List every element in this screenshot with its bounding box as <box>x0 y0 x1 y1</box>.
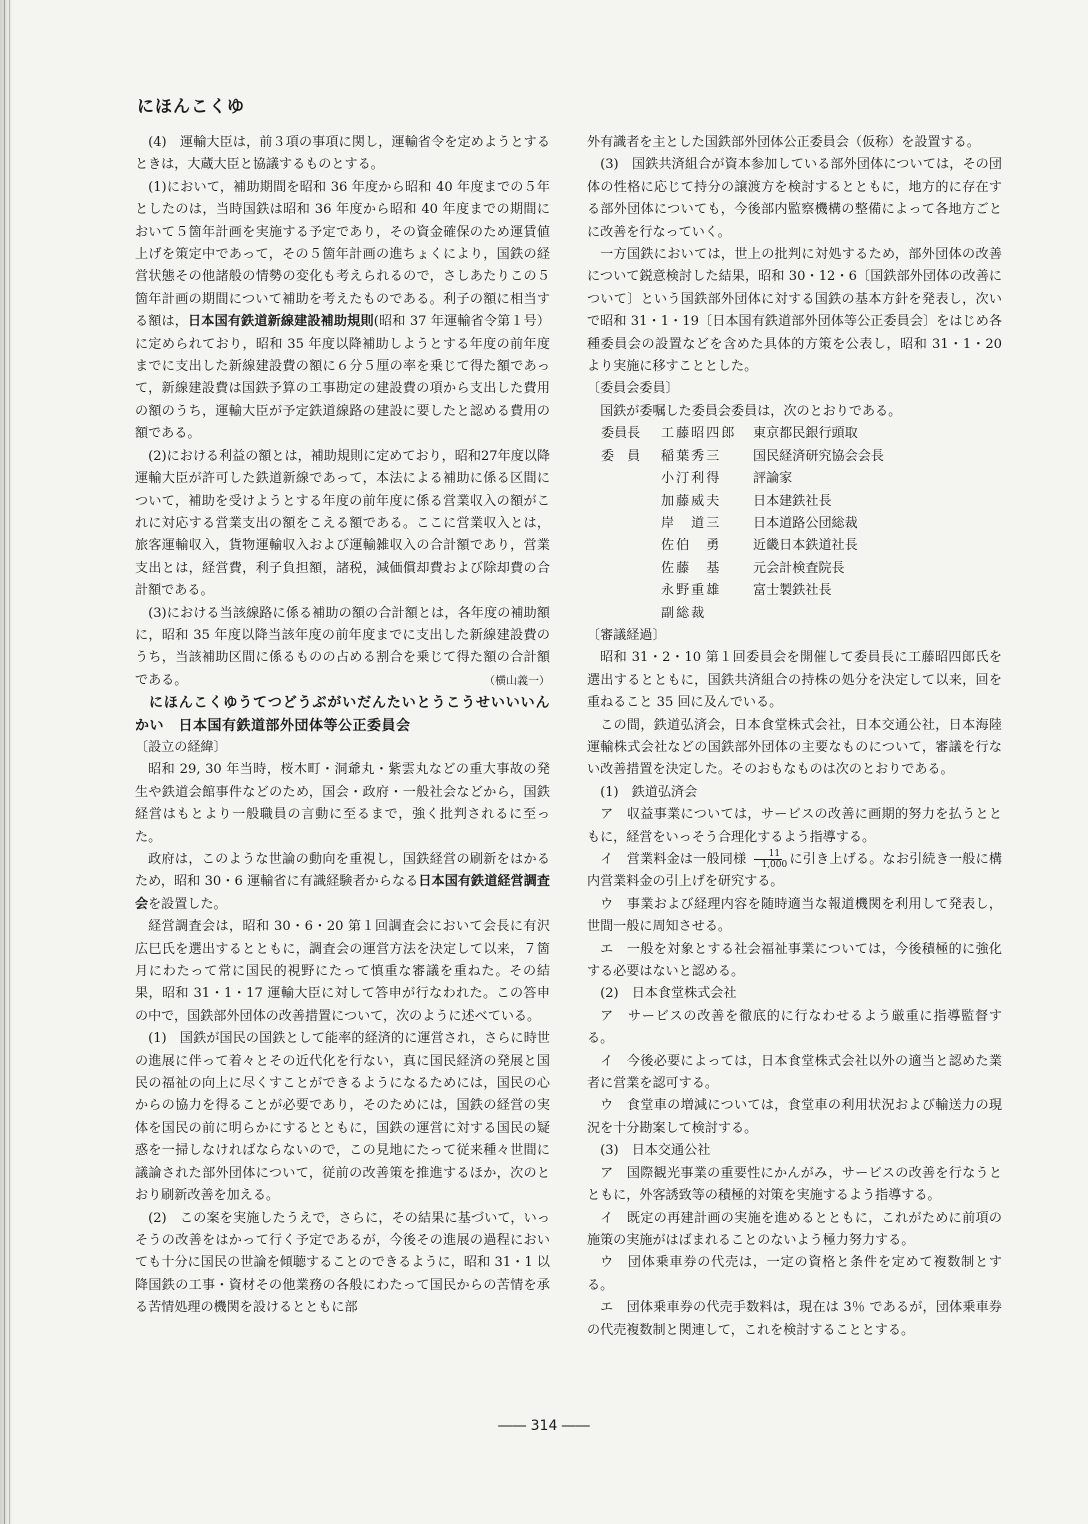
paragraph: 政府は，このような世論の動向を重視し，国鉄経営の刷新をはかるため，昭和 30・6 運輸省に有識経験者からなる日本国有鉄道経営調査会を設置した。 <box>135 852 551 912</box>
item: ウ 団体乗車券の代売は，一定の資格と条件を定めて複数制とする。 <box>587 1255 1002 1293</box>
member-row: 永野重雄 富士製鉄社長 <box>661 583 832 599</box>
author-signature: （横山義一） <box>484 673 550 687</box>
entry-title: にほんこくゆうてつどうぶがいだんたいとうこうせいいいんかい 日本国有鉄道部外団体等公正委員会 <box>135 695 550 734</box>
paragraph: 一方国鉄においては，世上の批判に対処するため，部外団体の改善について鋭意検討した結果，昭和 30・12・6〔国鉄部外団体の改善について〕という国鉄部外団体に対する国鉄の基本方針を発表し，次いで昭和 31・1・19〔日本国有鉄道部外団体等公正委員会〕をはじめ各種委員会の設置などを含めた具体的方策を公表し，昭和 31・1・20 より実施に移すこととした。 <box>587 247 1002 375</box>
subheading: (3) 日本交通公社 <box>600 1143 711 1159</box>
member-row: 岸 道三 日本道路公団総裁 <box>661 515 858 531</box>
paragraph: 経営調査会は，昭和 30・6・20 第１回調査会において会長に有沢広巳氏を選出するとともに，調査会の運営方法を決定して以来，７箇月にわたって常に国民的視野にたって慎重な審議を重ねた。その結果，昭和 31・1・17 運輸大臣に対して答申が行なわれた。この答申の中で，国鉄部外団体の改善措置について，次のように述べている。 <box>135 919 550 1024</box>
left-column <box>135 132 550 1320</box>
member-row: 加藤威夫 日本建鉄社長 <box>661 493 832 509</box>
member-row: 副総裁 <box>661 605 707 621</box>
bold-term: 日本国有鉄道新線建設補助規則 <box>188 314 374 330</box>
section-heading: 〔委員会委員〕 <box>587 381 679 397</box>
subheading: (1) 鉄道弘済会 <box>600 784 698 800</box>
subheading: (2) 日本食堂株式会社 <box>600 986 737 1002</box>
paragraph: (2)における利益の額とは，補助規則に定めており，昭和27年度以降運輸大臣が許可した鉄道新線であって，本法による補助に係る区間について，補助を受けようとする年度の前年度に係る営業収入の額がこれに対応する営業支出の額をこえる額である。ここに営業収入とは，旅客運輸収入，貨物運輸収入および運輸雑収入の合計額であり，営業支出とは，経営費，利子負担額，諸税，減価償却費および除却費の合計額である。 <box>135 448 550 599</box>
item: ア サービスの改善を徹底的に行なわせるよう厳重に指導監督する。 <box>587 1008 1002 1047</box>
section-heading: 〔審議経過〕 <box>587 627 666 643</box>
section-heading: 〔設立の経緯〕 <box>135 739 227 755</box>
item: イ 既定の再建計画の実施を進めるとともに，これがために前項の施策の実施がはばまれることのないよう極力努力する。 <box>587 1210 1002 1248</box>
item: ウ 食堂車の増減については，食堂車の利用状況および輸送力の現況を十分勘案して検討する。 <box>587 1098 1002 1136</box>
member-row: 佐伯 勇 近畿日本鉄道社長 <box>661 538 858 554</box>
paragraph: 昭和 31・2・10 第１回委員会を開催して委員長に工藤昭四郎氏を選出するとともに，国鉄共済組合の持株の処分を決定して以来，回を重ねること 35 回に及んでいる。 <box>587 650 1002 711</box>
item: エ 一般を対象とする社会福祉事業については，今後積極的に強化する必要はないと認める。 <box>587 941 1002 980</box>
paragraph: (4) 運輸大臣は，前３項の事項に関し，運輸省令を定めようとするときは，大蔵大臣と協議するものとする。 <box>135 135 550 173</box>
running-header: にほんこくゆ <box>137 97 245 117</box>
paragraph: (2) この案を実施したうえで，さらに，その結果に基づいて，いっそうの改善をはかって行く予定であるが，今後その進展の過程においても十分に国民の世論を傾聴することのできるように，昭和 31・1 以降国鉄の工事・資材その他業務の各般にわたって国民からの苦情を承る苦情処理の機関を設けるとともに部 <box>135 1210 550 1316</box>
paragraph: (1) 国鉄が国民の国鉄として能率的経済的に運営され，さらに時世の進展に伴って着々とその近代化を行ない，真に国民経済の発展と国民の福祉の向上に尽くすことができるようになるためには，国民の心からの協力を得ることが必要であり，そのためには，国鉄の経営の実体を国民の前に明らかにするとともに，国鉄の運営に対する国民の疑惑を一掃しなければならないので，この見地にたって従来種々世間に議論された部外団体について，従前の改善策を推進するほか，次のとおり刷新改善を加える。 <box>135 1031 550 1204</box>
item: イ 今後必要によっては，日本食堂株式会社以外の適当と認めた業者に営業を認可する。 <box>587 1053 1002 1092</box>
paragraph: (3)における当該線路に係る補助の額の合計額とは，各年度の補助額に，昭和 35 年度以降当該年度の前年度までに支出した新線建設費のうち，当該補助区間に係るものの占める割合を乗じて得た額の合計額である。 （横山義一） <box>135 603 550 693</box>
bold-term: 日本国有鉄道経営調査会 <box>135 874 551 912</box>
paragraph: (3) 国鉄共済組合が資本参加している部外団体については，その団体の性格に応じて持分の譲渡方を検討するとともに，地方的に存在する部外団体についても，今後部内監察機構の整備によって各地方ごとに改善を行なっていく。 <box>587 157 1002 240</box>
paragraph: 国鉄が委嘱した委員会委員は，次のとおりである。 <box>600 403 902 419</box>
paragraph: 昭和 29, 30 年当時，桜木町・洞爺丸・紫雲丸などの重大事故の発生や鉄道会館事件などのため，国会・政府・一般社会などから，国鉄経営はもとより一般職員の言動に至るまで，強く批判されるに至った。 <box>135 762 550 845</box>
member-row: 委 員 稲葉秀三 国民経済研究協会会長 <box>601 448 884 464</box>
member-row: 委員長 工藤昭四郎 東京都民銀行頭取 <box>601 426 858 442</box>
paragraph: (1)において，補助期間を昭和 36 年度から昭和 40 年度までの５年としたのは，当時国鉄は昭和 36 年度から昭和 40 年度までの期間において５箇年計画を実施する予定であり，その資金確保のため運賃値上げを策定中であって，その５箇年計画の進ちょくにより，国鉄の経営状態その他諸般の情勢の変化も考えられるので，さしあたりこの５箇年計画の期間について補助を考えたものである。利子の額に相当する額は，日本国有鉄道新線建設補助規則(昭和 37 年運輸省令第１号）に定められており，昭和 35 年度以降補助しようとする年度の前年度までに支出した新線建設費の額に６分５厘の率を乗じて得た額であって，新線建設費は国鉄予算の工事勘定の建設費の項から支出した費用の額のうち，運輸大臣が予定鉄道線路の建設に要したと認める費用の額である。 <box>135 179 551 442</box>
member-row: 佐藤 基 元会計検査院長 <box>661 560 845 576</box>
right-column <box>587 132 1002 1342</box>
item: ウ 事業および経理内容を随時適当な報道機関を利用して発表し，世間一般に周知させる。 <box>587 896 1002 935</box>
scan-binding-edge <box>0 0 14 1524</box>
member-row: 小汀利得 評論家 <box>661 471 793 487</box>
member-list <box>587 423 1002 625</box>
item: エ 団体乗車券の代売手数料は，現在は 3％ であるが，団体乗車券の代売複数制と関連して，これを検討することとする。 <box>587 1300 1002 1338</box>
item: イ 営業料金は一般同様 $\frac{11}{1,000}$ に引き上げる。なお引続き一般に構内営業料金の引上げを研究する。 <box>587 849 1003 890</box>
page-number: ―― 314 ―― <box>498 1418 590 1434</box>
item: ア 国際観光事業の重要性にかんがみ，サービスの改善を行なうとともに，外客誘致等の積極的対策を実施するよう指導する。 <box>587 1165 1002 1204</box>
fraction: $\frac{11}{1,000}$ <box>748 849 787 870</box>
item: ア 収益事業については，サービスの改善に画期的努力を払うとともに，経営をいっそう合理化するよう指導する。 <box>587 807 1002 845</box>
paragraph: この間，鉄道弘済会，日本食堂株式会社，日本交通公社，日本海陸運輸株式会社などの国鉄部外団体の主要なものについて，審議を行ない改善措置を決定した。そのおもなものは次のとおりである。 <box>587 717 1002 778</box>
paragraph: 外有識者を主とした国鉄部外団体公正委員会（仮称）を設置する。 <box>587 135 980 150</box>
